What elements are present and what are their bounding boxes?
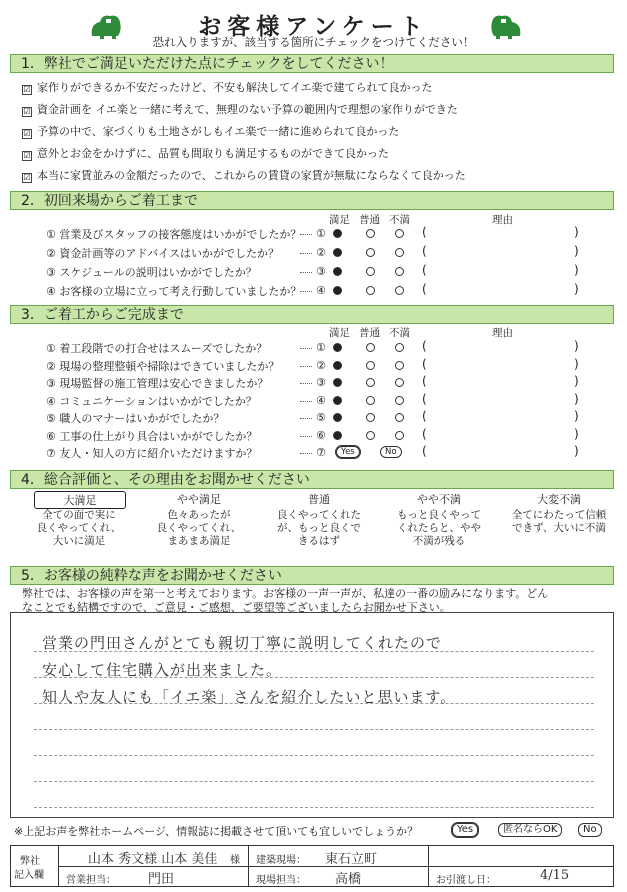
customer-name: 山本 秀文様 山本 美佳 <box>88 852 218 867</box>
section5-intro-line2: なことでも結構ですので、ご意見・ご感想、ご要望等ございましたらお聞かせ下さい。 <box>22 601 451 614</box>
overall-rating-desc: 良くやってくれた <box>277 509 361 521</box>
satisfaction-item-label: 本当に家賃並みの金額だったので、これからの賃貸の家賃が無駄にならなくて良かった <box>37 169 466 182</box>
reason-close-paren: ) <box>574 356 579 371</box>
question-label: ② 現場の整理整頓や掃除はできていましたか？ <box>46 359 280 373</box>
reason-open-paren: ( <box>422 356 427 371</box>
office-table-col-divider <box>58 845 59 887</box>
handwritten-line-1: 営業の門田さんがとても親切丁寧に説明してくれたので <box>42 634 443 652</box>
writing-line <box>34 807 594 808</box>
question-number: ⑦ <box>316 446 326 459</box>
reason-close-paren: ) <box>574 282 579 296</box>
overall-rating-option[interactable]: 大満足 <box>34 491 126 509</box>
sama-label: 様 <box>230 855 240 866</box>
overall-rating-desc: 良くやってくれ、 <box>156 522 242 534</box>
question-label: ① 営業及びスタッフの接客態度はいかがでしたか？ <box>46 228 302 241</box>
dotted-leader <box>300 234 312 235</box>
rating-satisfied-radio[interactable] <box>333 431 342 440</box>
rating-satisfied-radio[interactable] <box>333 229 342 238</box>
overall-rating-desc: もっと良くやって <box>397 509 481 521</box>
col-normal: 普通 <box>359 214 380 226</box>
question-label: ③ 現場監督の施工管理は安心できましたか？ <box>46 377 269 390</box>
rating-normal-radio[interactable] <box>366 378 375 387</box>
sales-value: 門田 <box>148 872 175 887</box>
reason-open-paren: ( <box>422 444 427 458</box>
sales-label: 営業担当： <box>66 875 116 886</box>
publish-no-option[interactable]: No <box>578 823 602 837</box>
checkbox-checked-icon[interactable]: ☑ <box>23 129 31 138</box>
col-reason: 理由 <box>492 327 513 339</box>
overall-rating-option[interactable]: 大変不満 <box>537 493 581 506</box>
section2-heading: 2．初回来場からご着工まで <box>10 191 614 210</box>
rating-normal-radio[interactable] <box>366 413 375 422</box>
overall-rating-desc: が、もっと良くで <box>277 522 361 534</box>
question-text <box>46 445 257 461</box>
rating-satisfied-radio[interactable] <box>333 248 342 257</box>
question-label: ③ スケジュールの説明はいかがでしたか？ <box>46 266 257 279</box>
publish-yes-option[interactable]: Yes <box>452 823 478 837</box>
rating-normal-radio[interactable] <box>366 396 375 405</box>
satisfaction-item[interactable] <box>22 125 399 139</box>
reason-open-paren: ( <box>422 244 427 258</box>
dotted-leader <box>300 401 312 402</box>
question-text <box>46 283 301 299</box>
reason-close-paren: ) <box>574 391 579 406</box>
dotted-leader <box>300 383 312 384</box>
question-text <box>46 340 267 356</box>
overall-rating-desc: 色々あったが <box>167 509 231 521</box>
overall-rating-desc: 全てにわたって信頼 <box>511 509 607 521</box>
rating-satisfied-radio[interactable] <box>333 343 342 352</box>
question-text <box>46 226 301 242</box>
rating-normal-radio[interactable] <box>366 431 375 440</box>
reason-open-paren: ( <box>422 282 427 296</box>
rating-normal-radio[interactable] <box>366 343 375 352</box>
satisfaction-item-label: 家作りができるか不安だったけど、不安も解決してイエ楽で建てられて良かった <box>37 81 433 94</box>
question-number: ⑤ <box>316 411 326 424</box>
reason-open-paren: ( <box>422 426 427 441</box>
overall-rating-desc: できず、大いに不満 <box>512 522 606 534</box>
publish-anon-option[interactable]: 匿名ならOK <box>498 823 562 837</box>
rating-dissatisfied-radio[interactable] <box>395 431 404 440</box>
reason-close-paren: ) <box>574 244 579 258</box>
handover-label: お引渡し日： <box>436 875 496 886</box>
col-reason: 理由 <box>492 214 513 226</box>
rating-normal-radio[interactable] <box>366 229 375 238</box>
rating-satisfied-radio[interactable] <box>333 286 342 295</box>
reason-close-paren: ) <box>574 409 579 423</box>
overall-rating-desc: くれたらと、やや <box>397 522 481 534</box>
question-number: ③ <box>316 265 326 278</box>
section4-heading: 4．総合評価と、その理由をお聞かせください <box>10 470 614 489</box>
checkbox-checked-icon[interactable]: ☑ <box>23 85 31 94</box>
overall-rating-desc: 全ての面で実に <box>42 509 116 521</box>
rating-satisfied-radio[interactable] <box>333 413 342 422</box>
reason-open-paren: ( <box>422 409 427 423</box>
page-subtitle: 恐れ入りますが、該当する箇所にチェックをつけてください！ <box>152 35 475 49</box>
dotted-leader <box>300 348 312 349</box>
reason-open-paren: ( <box>422 374 427 388</box>
col-normal: 普通 <box>359 327 380 339</box>
rating-normal-radio[interactable] <box>366 361 375 370</box>
rating-satisfied-radio[interactable] <box>333 396 342 405</box>
rating-dissatisfied-radio[interactable] <box>395 229 404 238</box>
col-bad: 不満 <box>389 214 410 226</box>
question-label: ⑦ 友人・知人の方に紹介いただけますか？ <box>46 447 258 460</box>
reason-open-paren: ( <box>422 391 427 406</box>
question-number: ① <box>316 227 326 240</box>
reason-open-paren: ( <box>422 339 427 353</box>
question-text <box>46 245 279 261</box>
overall-rating-option[interactable]: やや不満 <box>417 493 461 506</box>
writing-line <box>34 729 594 730</box>
office-label-2: 記入欄 <box>14 870 44 881</box>
rating-dissatisfied-radio[interactable] <box>395 286 404 295</box>
overall-rating-desc: きるはず <box>298 535 340 547</box>
question-label: ④ お客様の立場に立って考え行動していましたか？ <box>46 285 302 298</box>
overall-rating-option[interactable]: 普通 <box>308 493 330 506</box>
handwritten-line-3: 知人や友人にも「イエ楽」さんを紹介したいと思います。 <box>42 688 457 706</box>
dotted-leader <box>300 366 312 367</box>
question-number: ② <box>316 246 326 259</box>
question-number: ③ <box>316 376 326 389</box>
question-label: ⑤ 職人のマナーはいかがでしたか？ <box>46 412 225 425</box>
question-number: ⑥ <box>316 428 326 442</box>
page-title: お客様アンケート <box>198 14 429 40</box>
question-text <box>46 410 224 426</box>
office-label-1: 弊社 <box>20 856 40 867</box>
rating-dissatisfied-radio[interactable] <box>395 396 404 405</box>
checkbox-checked-icon[interactable]: ☑ <box>23 107 31 116</box>
rating-dissatisfied-radio[interactable] <box>395 343 404 352</box>
question-label: ⑥ 工事の仕上がり具合はいかがでしたか？ <box>46 429 258 443</box>
writing-line <box>34 755 594 756</box>
question-number: ② <box>316 358 326 372</box>
satisfaction-item[interactable] <box>22 169 466 183</box>
section1-heading: 1．弊社でご満足いただけた点にチェックをしてください！ <box>10 54 614 73</box>
rating-dissatisfied-radio[interactable] <box>395 413 404 422</box>
satisfaction-item-label: 予算の中で、家づくりも土地さがしもイエ楽で一緒に進められて良かった <box>37 125 400 138</box>
reason-close-paren: ) <box>574 225 579 239</box>
publish-question: ※上記お声を弊社ホームページ、情報誌に掲載させて頂いても宜しいでしょうか？ <box>14 825 419 838</box>
satisfaction-item[interactable] <box>22 103 458 117</box>
handwritten-line-2: 安心して住宅購入が出来ました。 <box>42 661 283 679</box>
question-text <box>46 358 279 374</box>
recommend-no-option[interactable]: No <box>380 446 402 458</box>
rating-dissatisfied-radio[interactable] <box>395 361 404 370</box>
dotted-leader <box>300 291 312 292</box>
reason-close-paren: ) <box>574 426 579 441</box>
reason-close-paren: ) <box>574 374 579 388</box>
satisfaction-item-label: 資金計画を イエ楽と一緒に考えて、無理のない予算の範囲内で理想の家作りができた <box>37 103 458 116</box>
section5-heading: 5．お客様の純粋な声をお聞かせください <box>10 566 614 585</box>
rating-dissatisfied-radio[interactable] <box>395 248 404 257</box>
dotted-leader <box>300 436 312 437</box>
question-number: ④ <box>316 393 326 407</box>
col-good: 満足 <box>329 327 350 339</box>
rating-normal-radio[interactable] <box>366 286 375 295</box>
checkbox-checked-icon[interactable]: ☑ <box>23 173 31 182</box>
overall-rating-desc: 大いに満足 <box>52 535 106 547</box>
site-label: 建築現場： <box>256 855 306 866</box>
col-bad: 不満 <box>389 327 410 339</box>
rating-satisfied-radio[interactable] <box>333 361 342 370</box>
dotted-leader <box>300 272 312 273</box>
reason-open-paren: ( <box>422 225 427 239</box>
question-text <box>46 375 268 391</box>
supervisor-label: 現場担当： <box>256 875 306 886</box>
satisfaction-item[interactable] <box>22 147 389 161</box>
dotted-leader <box>300 453 312 454</box>
question-number: ① <box>316 341 326 354</box>
dotted-leader <box>300 253 312 254</box>
rating-normal-radio[interactable] <box>366 248 375 257</box>
rating-satisfied-radio[interactable] <box>333 267 342 276</box>
question-number: ④ <box>316 284 326 297</box>
handover-value: 4/15 <box>540 868 570 883</box>
overall-rating-option[interactable]: やや満足 <box>177 493 221 506</box>
reason-open-paren: ( <box>422 263 427 277</box>
office-table-col-divider <box>248 845 249 887</box>
rating-satisfied-radio[interactable] <box>333 378 342 387</box>
rating-normal-radio[interactable] <box>366 267 375 276</box>
office-table-col-divider <box>428 845 429 887</box>
overall-rating-desc: 不満が残る <box>412 535 466 547</box>
question-label: ④ コミュニケーションはいかがでしたか？ <box>46 394 257 408</box>
section5-intro-line1: 弊社では、お客様の声を第一と考えております。お客様の一声一声が、私達の一番の励みになります。どん <box>22 587 549 600</box>
rating-dissatisfied-radio[interactable] <box>395 267 404 276</box>
question-text <box>46 393 257 409</box>
reason-close-paren: ) <box>574 339 579 353</box>
overall-rating-desc: まあまあ満足 <box>167 535 231 547</box>
writing-line <box>34 781 594 782</box>
section3-heading: 3．ご着工からご完成まで <box>10 305 614 324</box>
question-label: ② 資金計画等のアドバイスはいかがでしたか？ <box>46 247 280 260</box>
question-text <box>46 428 257 444</box>
checkbox-checked-icon[interactable]: ☑ <box>23 151 31 160</box>
overall-rating-desc: 良くやってくれ、 <box>36 522 122 534</box>
rating-dissatisfied-radio[interactable] <box>395 378 404 387</box>
question-label: ① 着工段階での打合せはスムーズでしたか？ <box>46 342 268 355</box>
site-value: 東石立町 <box>325 852 378 867</box>
satisfaction-item-label: 意外とお金をかけずに、品質も間取りも満足するものができて良かった <box>37 147 389 160</box>
question-text <box>46 264 257 280</box>
recommend-yes-option[interactable]: Yes <box>336 446 360 458</box>
col-good: 満足 <box>329 214 350 226</box>
supervisor-value: 高橋 <box>335 872 362 887</box>
reason-close-paren: ) <box>574 444 579 458</box>
satisfaction-item[interactable] <box>22 81 433 95</box>
reason-close-paren: ) <box>574 263 579 277</box>
dotted-leader <box>300 418 312 419</box>
